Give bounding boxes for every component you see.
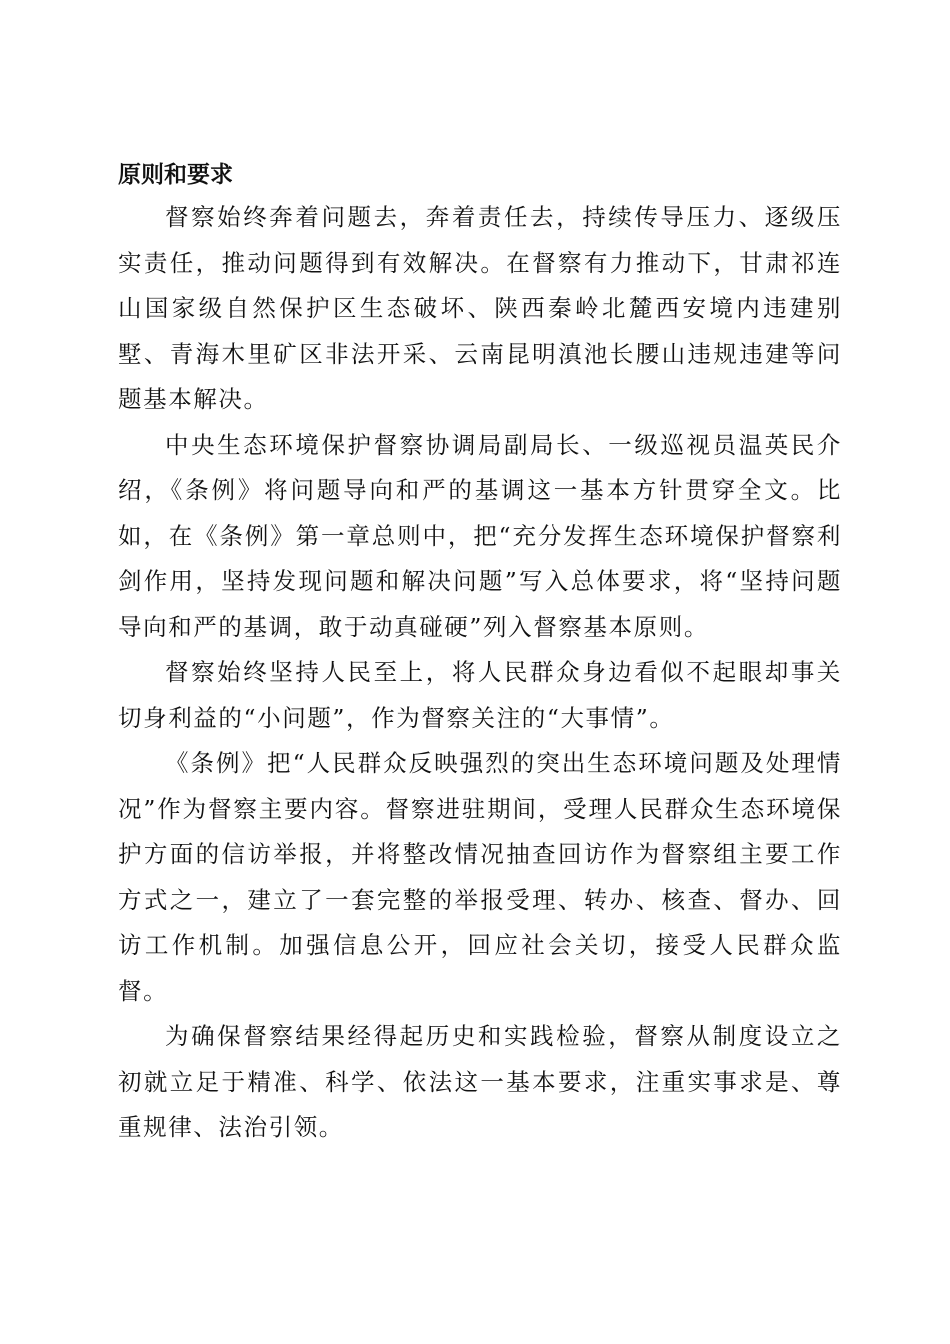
paragraph: 为确保督察结果经得起历史和实践检验，督察从制度设立之初就立足于精准、科学、依法这一基本要求，注重实事求是、尊重规律、法治引领。 — [118, 1022, 842, 1141]
paragraph: 督察始终坚持人民至上，将人民群众身边看似不起眼却事关切身利益的“小问题”，作为督察关注的“大事情”。 — [118, 658, 842, 732]
section-heading: 原则和要求 — [118, 162, 233, 188]
paragraph: 《条例》把“人民群众反映强烈的突出生态环境问题及处理情况”作为督察主要内容。督察进驻期间，受理人民群众生态环境保护方面的信访举报，并将整改情况抽查回访作为督察组主要工作方式之一，建立了一套完整的举报受理、转办、核查、督办、回访工作机制。加强信息公开，回应社会关切，接受人民群众监督。 — [118, 749, 842, 1005]
paragraph: 中央生态环境保护督察协调局副局长、一级巡视员温英民介绍，《条例》将问题导向和严的基调这一基本方针贯穿全文。比如，在《条例》第一章总则中，把“充分发挥生态环境保护督察利剑作用，坚持发现问题和解决问题”写入总体要求，将“坚持问题导向和严的基调，敢于动真碰硬”列入督察基本原则。 — [118, 430, 842, 641]
paragraph: 督察始终奔着问题去，奔着责任去，持续传导压力、逐级压实责任，推动问题得到有效解决。在督察有力推动下，甘肃祁连山国家级自然保护区生态破坏、陕西秦岭北麓西安境内违建别墅、青海木里矿区非法开采、云南昆明滇池长腰山违规违建等问题基本解决。 — [118, 203, 842, 413]
document-page — [118, 155, 842, 1151]
